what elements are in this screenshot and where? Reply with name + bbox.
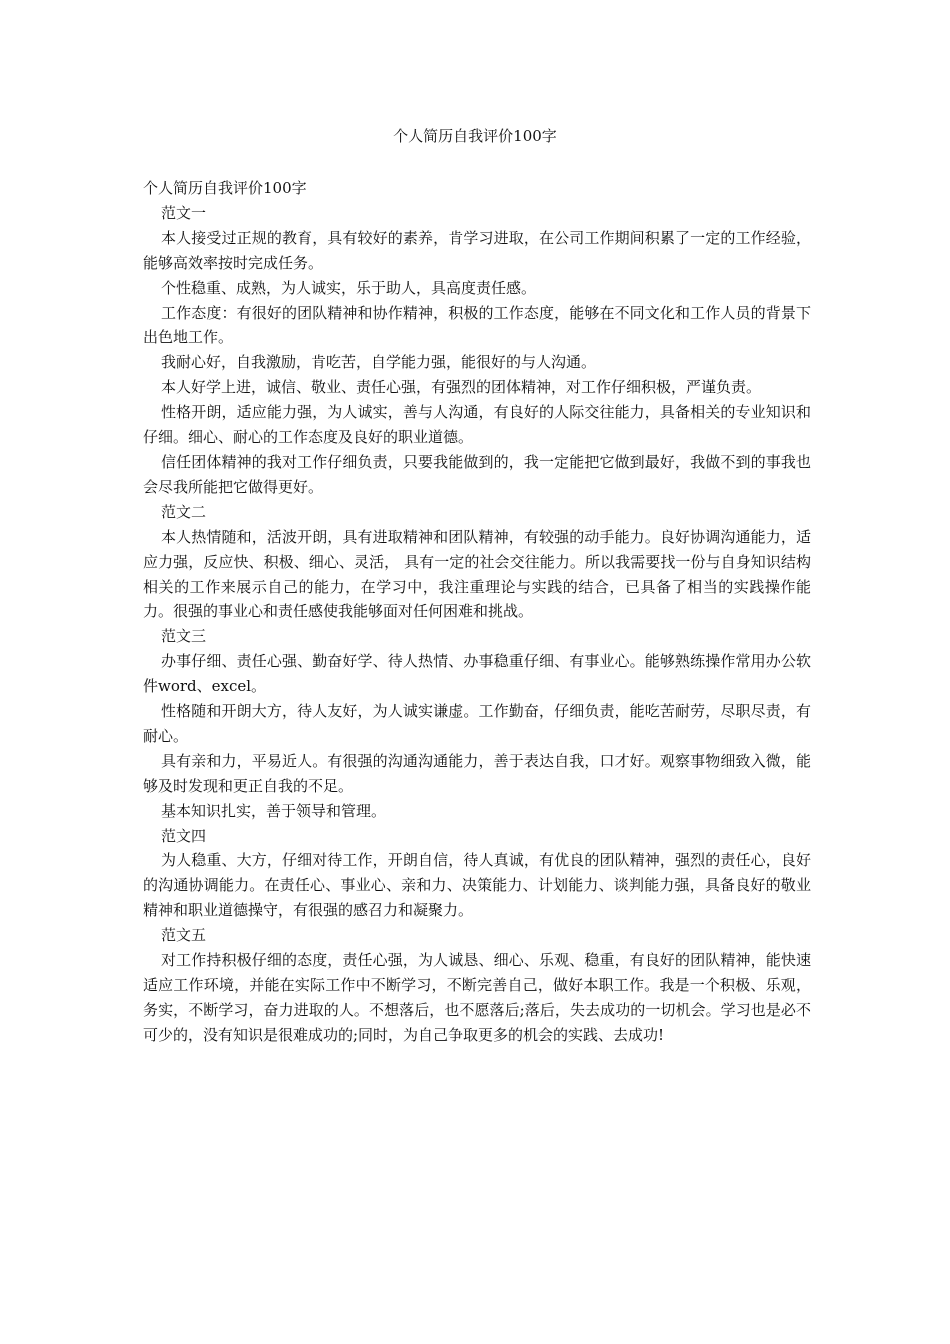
document-blocks (143, 201, 811, 1048)
paragraph: 工作态度：有很好的团队精神和协作精神，积极的工作态度，能够在不同文化和工作人员的背景下出色地工作。 (143, 303, 811, 347)
section-heading: 范文一 (161, 203, 207, 222)
document-title: 个人简历自我评价100字 (393, 127, 557, 145)
paragraph: 我耐心好，自我激励，肯吃苦，自学能力强，能很好的与人沟通。 (161, 353, 597, 372)
paragraph: 办事仔细、责任心强、勤奋好学、待人热情、办事稳重仔细、有事业心。能够熟练操作常用办公软件word、excel。 (143, 652, 811, 696)
paragraph: 具有亲和力，平易近人。有很强的沟通沟通能力，善于表达自我，口才好。观察事物细致入微，能够及时发现和更正自我的不足。 (143, 751, 811, 795)
document-subtitle: 个人简历自我评价100字 (143, 179, 307, 197)
paragraph: 信任团体精神的我对工作仔细负责，只要我能做到的，我一定能把它做到最好，我做不到的事我也会尽我所能把它做得更好。 (143, 452, 811, 496)
paragraph: 本人好学上进，诚信、敬业、责任心强，有强烈的团体精神，对工作仔细积极，严谨负责。 (161, 378, 762, 397)
paragraph: 性格开朗，适应能力强，为人诚实，善与人沟通，有良好的人际交往能力，具备相关的专业知识和仔细。细心、耐心的工作态度及良好的职业道德。 (143, 403, 811, 447)
paragraph: 本人接受过正规的教育，具有较好的素养，肯学习进取，在公司工作期间积累了一定的工作经验，能够高效率按时完成任务。 (143, 228, 811, 272)
paragraph: 性格随和开朗大方，待人友好，为人诚实谦虚。工作勤奋，仔细负责，能吃苦耐劳，尽职尽责，有耐心。 (143, 702, 811, 745)
section-heading: 范文五 (161, 926, 207, 945)
paragraph: 个性稳重、成熟，为人诚实，乐于助人，具高度责任感。 (161, 278, 537, 297)
section-heading: 范文二 (161, 502, 207, 521)
section-heading: 范文三 (161, 627, 207, 646)
section-heading: 范文四 (161, 826, 207, 845)
paragraph: 对工作持积极仔细的态度，责任心强，为人诚恳、细心、乐观、稳重，有良好的团队精神，能快速适应工作环境，并能在实际工作中不断学习，不断完善自己，做好本职工作。我是一个积极、乐观，务实，不断学习，奋力进取的人。不想落后，也不愿落后;落后，失去成功的一切机会。学习也是必不可少的，没有知识是很难成功的;同时，为自己争取更多的机会的实践、去成功! (143, 951, 811, 1044)
paragraph: 本人热情随和，活波开朗，具有进取精神和团队精神，有较强的动手能力。良好协调沟通能力，适应力强，反应快、积极、细心、灵活， 具有一定的社会交往能力。所以我需要找一份与自身知识结构相关的工作来展示自己的能力，在学习中，我注重理论与实践的结合，已具备了相当的实践操作能力。很强的事业心和责任感使我能够面对任何困难和挑战。 (143, 527, 811, 621)
paragraph: 为人稳重、大方，仔细对待工作，开朗自信，待人真诚，有优良的团队精神，强烈的责任心，良好的沟通协调能力。在责任心、事业心、亲和力、决策能力、计划能力、谈判能力强，具备良好的敬业精神和职业道德操守，有很强的感召力和凝聚力。 (143, 851, 811, 920)
paragraph: 基本知识扎实，善于领导和管理。 (161, 801, 387, 820)
document-body (143, 176, 811, 1048)
